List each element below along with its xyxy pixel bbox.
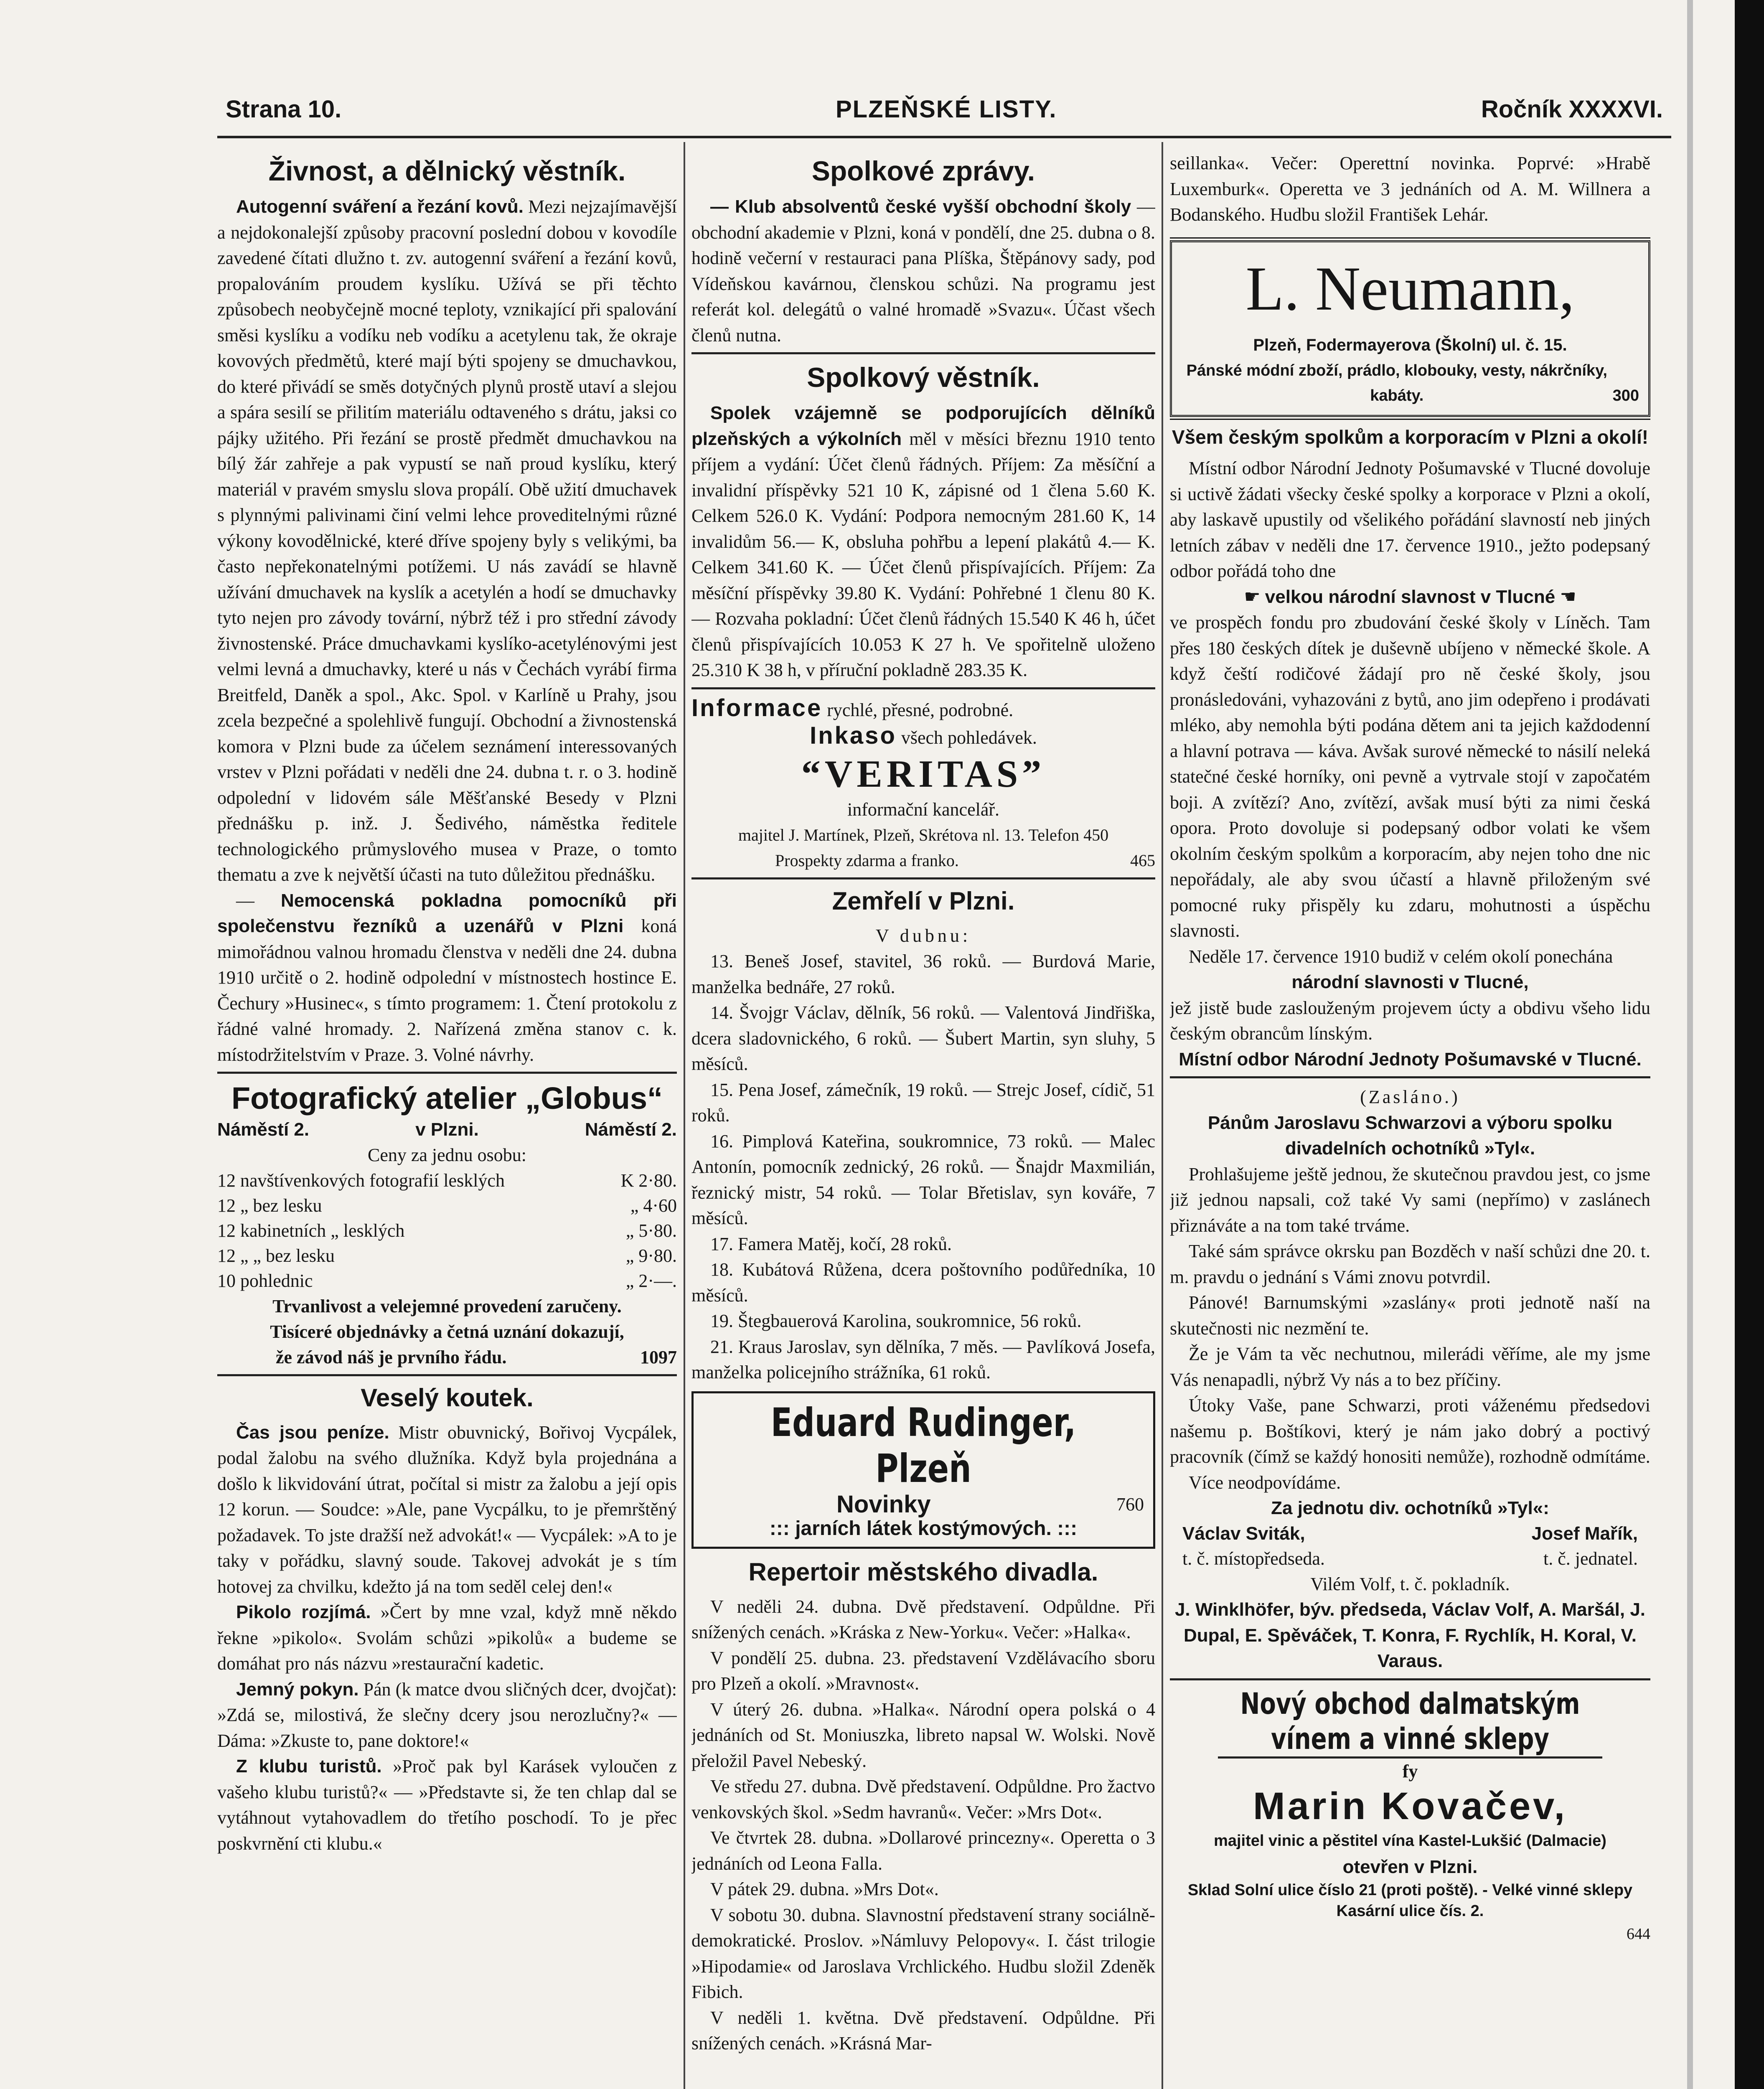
price-row xyxy=(217,1193,677,1218)
address-right: Náměstí 2. xyxy=(585,1119,677,1140)
appeal-text: Místní odbor Národní Jednoty Pošumavské v Tlucné dovoluje si uctivě žádati všecky české spolky a korporace v Plzni a okolí, aby laskavě upustily od všelikého pořádání slavností neb jiných letních zábav v neděli dne 17. července 1910., ježto podepsaný odbor pořádá toho dne xyxy=(1170,458,1650,581)
pointing-hand-icon: ☛ xyxy=(1244,586,1261,607)
schwarz-text: Útoky Vaše, pane Schwarzi, proti váženému předsedovi našemu p. Boštíkovi, který je nám jako dobrý a poctivý pracovník (čímž se každý honositi nemůže), rozhodně odmítáme. xyxy=(1170,1395,1650,1467)
ad-globus-line3: že závod náš je prvního řádu. xyxy=(276,1347,507,1367)
price-item: 12 kabinetních „ lesklých xyxy=(217,1220,405,1241)
ad-veritas-line1 xyxy=(691,695,1155,723)
divider xyxy=(1170,1678,1650,1680)
ad-rudinger-row xyxy=(703,1492,1144,1517)
ad-globus-line3-row xyxy=(217,1345,677,1370)
ad-number: 760 xyxy=(1116,1494,1144,1515)
ad-neumann xyxy=(1170,240,1650,417)
repertoir-item: V pondělí 25. dubna. 23. představení Vzdělávacího sboru pro Plzeň a okolí. »Mravnost«. xyxy=(691,1647,1155,1694)
price-value: „ 9·80. xyxy=(625,1245,677,1266)
ad-rudinger-line3: ::: jarních látek kostýmových. ::: xyxy=(769,1517,1078,1540)
signature-name: Václav Sviták, xyxy=(1182,1523,1305,1544)
ad-globus-title: Fotografický atelier „Globus“ xyxy=(231,1081,663,1116)
repertoir-item: V neděli 1. května. Dvě představení. Odpůldne. Při snížených cenách. »Krásná Mar- xyxy=(691,2007,1155,2053)
appeal-text: ve prospěch fondu pro zbudování české školy v Líněch. Tam přes 180 českých dítek je duševně ubíjeno v německé škole. A když čeští rodičové žádají pro ně české školy, jsou pronásledováni, vyhazováni z bytů, ano jim odepřeno i prodávati mléko, aby nemohla býti podána dětem ani ta jejich každodenní a hlavní potrava — káva. Avšak surové německé to násilí neleká statečné české horníky, oni pevně a vytrvale stojí v započatém boji. A zvítězí? Ano, zvítězí, avšak musí býti za nimi česká opora. Proto dovoluje si podepsaný odbor volati ke všem okolním českým spolkům a korporacím, aby nejen toho dne nic nepořádaly, ale aby svou účastí a hlavně přiloženým své pomocné ruky přispěly ku zdaru, mohutnosti a úspěchu slavnosti. xyxy=(1170,612,1650,941)
appeal-text: jež jistě bude zaslouženým projevem úcty a obdivu všeho lidu českým obrancům línským. xyxy=(1170,997,1650,1044)
ad-veritas-line5: Prospekty zdarma a franko. xyxy=(775,851,959,870)
ad-neumann-row xyxy=(1181,358,1639,408)
address-center: v Plzni. xyxy=(415,1119,479,1140)
signature-role: t. č. jednatel. xyxy=(1543,1548,1638,1569)
article-lead: Spolek vzájemně se podporujících dělníků plzeňských a výkolních xyxy=(691,403,1155,449)
volume-number: Ročník XXXXVI. xyxy=(1481,96,1663,123)
signature-name: Josef Mařík, xyxy=(1531,1523,1638,1544)
prices-title: Ceny za jednu osobu: xyxy=(367,1145,527,1165)
ad-number: 1097 xyxy=(640,1347,677,1367)
death-notice: 21. Kraus Jaroslav, syn dělníka, 7 měs. — Pavlíková Josefa, manželka policejního strážníka, 61 roků. xyxy=(691,1336,1155,1383)
signature-pokladnik: Vilém Volf, t. č. pokladník. xyxy=(1310,1573,1510,1594)
schwarz-text: Také sám správce okrsku pan Bozděch v naší schůzi dne 20. t. m. pravdu o jednání s Vámi znovu potvrdil. xyxy=(1170,1241,1650,1287)
price-item: 12 „ „ bez lesku xyxy=(217,1245,335,1266)
joke-text: »Proč pak byl Karásek vyloučen z vašeho klubu turistů?« — »Představte si, že ten chlap dal se vytáhnout vytahovadlem do třetího poschodí. To je přec poskvrnění cti klubu.« xyxy=(217,1756,677,1854)
ad-kovacev xyxy=(1170,1686,1650,1947)
article-text: — obchodní akademie v Plzni, koná v pondělí, dne 25. dubna o 8. hodině večerní v restauraci pana Plíška, Štěpánovy sady, pod Vídeňskou kavárnou, členskou schůzi. Na programu jest referát kol. delegátů o valné hromadě »Svazu«. Účast všech členů nutna. xyxy=(691,196,1155,346)
ad-globus xyxy=(217,1080,677,1370)
appeal-signature-text: Místní odbor Národní Jednoty Pošumavské v Tlucné. xyxy=(1179,1049,1642,1070)
scan-edge xyxy=(1735,0,1764,2089)
price-row xyxy=(217,1168,677,1193)
ad-veritas-line4: majitel J. Martínek, Plzeň, Skrétova nl. 13. Telefon 450 xyxy=(738,826,1109,844)
column-3 xyxy=(1170,150,1650,1947)
price-row xyxy=(217,1268,677,1294)
divider xyxy=(691,687,1155,689)
ad-kovacev-name: Marin Kovačev, xyxy=(1253,1785,1568,1827)
death-notice: 17. Famera Matěj, kočí, 28 roků. xyxy=(710,1233,952,1254)
price-row xyxy=(217,1218,677,1243)
section-title-spolkove: Spolkové zprávy. xyxy=(811,155,1035,186)
price-value: K 2·80. xyxy=(620,1170,677,1191)
signature-role: t. č. místopředseda. xyxy=(1182,1548,1325,1569)
repertoir-continued: seillanka«. Večer: Operettní novinka. Poprvé: »Hrabě Luxemburk«. Operetta ve 3 jednáních od A. M. Willnera a Bodanského. Hudbu složil František Lehár. xyxy=(1170,153,1650,225)
divider xyxy=(217,1374,677,1376)
joke xyxy=(217,1420,677,1600)
divider xyxy=(691,352,1155,354)
death-notice: 16. Pimplová Kateřina, soukromnice, 73 roků. — Malec Antonín, pomocník zednický, 26 roků. — Šnajdr Maxmilián, řeznický mistr, 54 roků. — Tolar Břetislav, syn kováře, 7 měsíců. xyxy=(691,1131,1155,1228)
newspaper-title: PLZEŇSKÉ LISTY. xyxy=(836,96,1057,123)
address-left: Náměstí 2. xyxy=(217,1119,310,1140)
death-notice: 18. Kubátová Růžena, dcera poštovního podůředníka, 10 měsíců. xyxy=(691,1259,1155,1306)
column-1 xyxy=(217,150,677,1856)
page-header xyxy=(226,95,1663,133)
price-item: 12 navštívenkových fotografií lesklých xyxy=(217,1170,505,1191)
appeal-title: Všem českým spolkům a korporacím v Plzni a okolí! xyxy=(1172,426,1649,448)
joke-text: Pán (k matce dvou sličných dcer, dvojčat): »Zdá se, milostivá, že slečny dcery jsou nerozlučny?« — Dáma: »Zkuste to, pane doktore!« xyxy=(217,1679,677,1751)
ad-rudinger-name: Eduard Rudinger, Plzeň xyxy=(770,1400,1076,1492)
appeal-slavnost-row xyxy=(1170,584,1650,610)
schwarz-text: Prohlašujeme ještě jednou, že skutečnou pravdou jest, co jsme již jednou napsali, což také Vy sami (nepřímo) v zaslánech přiznáváte a na tom také trváme. xyxy=(1170,1164,1650,1236)
scan-fold-line xyxy=(1687,0,1693,2089)
ad-neumann-address: Plzeň, Fodermayerova (Školní) ul. č. 15. xyxy=(1253,335,1567,354)
signature-row xyxy=(1170,1546,1650,1571)
section-title-zemreli: Zemřelí v Plzni. xyxy=(832,887,1015,915)
ad-neumann-name: L. Neumann, xyxy=(1245,254,1575,323)
repertoir-item: V pátek 29. dubna. »Mrs Dot«. xyxy=(710,1879,939,1899)
article-text: měl v měsíci březnu 1910 tento příjem a vydání: Účet členů řádných. Příjem: Za měsíční a invalidní příspěvky 521 10 K, zápisné od 1 člena 5.60 K. Celkem 526.0 K. Vydání: Podpora nemocným 281.60 K, 14 invalidům 56.— K, obsluha pohřbu a lepení plakátů 4.— K. Celkem 341.60 K. — Účet členů přispívajících. Příjem: Za měsíční příspěvky 39.80 K. Vydání: Pohřebné 1 členu 80 K. — Rozvaha pokladní: Účet členů řádných 15.540 K 46 h, účet členů přispívajících 10.053 K 27 h. Ve spořitelně uloženo 25.310 K 38 h, v příruční pokladně 283.35 K. xyxy=(691,428,1155,680)
joke xyxy=(217,1677,677,1754)
column-rule-1 xyxy=(684,142,685,2089)
ad-veritas-line3: informační kancelář. xyxy=(847,799,1000,820)
article-autogenni xyxy=(217,194,677,888)
divider xyxy=(217,1072,677,1074)
schwarz-for-text: Za jednotu div. ochotníků »Tyl«: xyxy=(1271,1498,1549,1518)
article-spolek xyxy=(691,400,1155,683)
ad-kovacev-line3: majitel vinic a pěstitel vína Kastel-Lukšić (Dalmacie) xyxy=(1214,1832,1606,1850)
article-nemocenska: — Nemocenská pokladna pomocníků při společenstvu řezníků a uzenářů v Plzni koná mimořádnou valnou hromadu členstva v neděli dne 24. dubna 1910 určitě o 2. hodině odpolední v místnostech hostince E. Čechury »Husinec«, s tímto programem: 1. Čtení protokolu z řádné valné hromady. 2. Nařízená změna stanov c. k. místodržitelstvím v Praze. 3. Volné návrhy. xyxy=(217,890,677,1065)
ad-veritas xyxy=(691,695,1155,873)
price-value: „ 5·80. xyxy=(625,1220,677,1241)
section-title-vestnik: Spolkový věstník. xyxy=(807,362,1040,393)
repertoir-item: V sobotu 30. dubna. Slavnostní představení strany sociálně-demokratické. Proslov. »Námluvy Pelopovy«. I. část trilogie »Hipodamie« od Jaroslava Vrchlického. Hudbu složil Zdeněk Fibich. xyxy=(691,1904,1155,2002)
zemreli-subtitle: V dubnu: xyxy=(875,925,971,946)
ad-globus-address xyxy=(217,1117,677,1142)
divider xyxy=(1170,1076,1650,1078)
zaslano-label: (Zasláno.) xyxy=(1360,1087,1460,1107)
column-rule-2 xyxy=(1162,142,1163,2089)
article-text: koná mimořádnou valnou hromadu členstva v neděli dne 24. dubna 1910 určitě o 2. hodině odpolední v místnostech hostince E. Čechury »Husinec«, s tímto programem: 1. Čtení protokolu z řádné valné hromady. 2. Nařízená změna stanov c. k. místodržitelstvím v Praze. 3. Volné návrhy. xyxy=(217,916,677,1065)
ad-neumann-goods: Pánské módní zboží, prádlo, klobouky, vesty, nákrčníky, kabáty. xyxy=(1186,362,1607,404)
schwarz-text: Více neodpovídáme. xyxy=(1189,1472,1341,1493)
ad-rudinger xyxy=(691,1391,1155,1549)
ad-globus-line2: Tisíceré objednávky a četná uznání dokazují, xyxy=(270,1322,624,1342)
ad-veritas-text: rychlé, přesné, podrobné. xyxy=(827,699,1014,720)
appeal-signature xyxy=(1170,1047,1650,1072)
divider xyxy=(691,877,1155,879)
ad-globus-line1: Trvanlivost a velejemné provedení zaručeny. xyxy=(272,1296,622,1316)
pointing-hand-icon: ☚ xyxy=(1560,586,1576,607)
joke-title: Jemný pokyn. xyxy=(236,1679,359,1700)
page-number: Strana 10. xyxy=(226,96,342,123)
article-title: Nemocenská pokladna pomocníků při společenstvu řezníků a uzenářů v Plzni xyxy=(217,890,677,936)
repertoir-item: Ve čtvrtek 28. dubna. »Dollarové princezny«. Operetta o 3 jednáních od Leona Falla. xyxy=(691,1827,1155,1874)
ad-veritas-inkaso: Inkaso xyxy=(810,722,897,749)
section-title-vesely: Veselý koutek. xyxy=(361,1383,534,1412)
death-notice: 19. Štegbauerová Karolina, soukromnice, 56 roků. xyxy=(710,1311,1082,1331)
ad-veritas-line5-row xyxy=(691,848,1155,873)
ad-veritas-line2 xyxy=(691,723,1155,751)
appeal-text: Neděle 17. července 1910 budiž v celém okolí ponechána xyxy=(1189,946,1613,967)
schwarz-for xyxy=(1170,1495,1650,1521)
price-row xyxy=(217,1243,677,1268)
column-2 xyxy=(691,150,1155,2056)
ad-veritas-name: “VERITAS” xyxy=(801,752,1046,795)
ad-number: 300 xyxy=(1612,387,1639,404)
joke-text: »Čert by mne vzal, když mně někdo řekne »pikolo«. Svolám schůzi »pikolů« a budeme se domáhat pro nás názvu »restaurační kadetic. xyxy=(217,1602,677,1674)
ad-number: 644 xyxy=(1627,1925,1650,1943)
ad-veritas-text: všech pohledávek. xyxy=(901,727,1037,748)
joke-text: Mistr obuvnický, Bořivoj Vycpálek, podal žalobu na svého dlužníka. Když byla projednána a došlo k likvidování útrat, počítal si mistr za žalobu a její opis 12 korun. — Soudce: »Ale, pane Vycpálku, to je přemrštěný požadavek. To jste dražší než advokát!« — Vycpálek: »A to je taky v pořádku, slavný soude. Takovej advokát je s tím hotovej za chvilku, kdežto já na tom seděl celej den!« xyxy=(217,1422,677,1597)
ad-veritas-informace: Informace xyxy=(691,694,823,722)
article-klub xyxy=(691,194,1155,348)
price-item: 12 „ bez lesku xyxy=(217,1195,322,1216)
ad-kovacev-line1: Nový obchod dalmatským vínem a vinné sklepy xyxy=(1218,1686,1602,1759)
death-notice: 14. Švojgr Václav, dělník, 56 roků. — Valentová Jindřiška, dcera sladovnického, 6 roků. — Šubert Martin, syn sluhy, 5 měsíců. xyxy=(691,1002,1155,1074)
section-title-repertoir: Repertoir městského divadla. xyxy=(748,1558,1098,1586)
signature-row xyxy=(1170,1521,1650,1546)
repertoir-item: V úterý 26. dubna. »Halka«. Národní opera polská o 4 jednáních od St. Moniuszka, libreto napsal W. Wolski. Nově přeložil Pavel Nebeský. xyxy=(691,1699,1155,1771)
price-item: 10 pohlednic xyxy=(217,1270,313,1291)
price-value: „ 2·—. xyxy=(625,1270,677,1291)
joke xyxy=(217,1754,677,1856)
schwarz-text: Že je Vám ta věc nechutnou, milerádi věříme, ale my jsme Vás nenapadli, nýbrž Vy nás a to bez příčiny. xyxy=(1170,1344,1650,1390)
joke xyxy=(217,1599,677,1677)
ad-kovacev-line5: Sklad Solní ulice číslo 21 (proti poště). - Velké vinné sklepy Kasární ulice čís. 2. xyxy=(1187,1881,1633,1920)
schwarz-text: Pánové! Barnumskými »zaslány« proti jednotě naší na skutečnosti nic nezmění te. xyxy=(1170,1292,1650,1339)
schwarz-title xyxy=(1170,1110,1650,1161)
appeal-slavnost2 xyxy=(1170,969,1650,995)
article-title: Autogenní sváření a řezání kovů. xyxy=(236,196,524,217)
price-value: „ 4·60 xyxy=(630,1195,677,1216)
joke-title: Pikolo rozjímá. xyxy=(236,1602,371,1622)
article-lead: — Klub absolventů české vyšší obchodní školy xyxy=(710,196,1131,217)
ad-number: 465 xyxy=(1130,851,1155,870)
ad-kovacev-line4: otevřen v Plzni. xyxy=(1342,1856,1478,1877)
members-list: J. Winklhöfer, býv. předseda, Václav Volf, A. Maršál, J. Dupal, E. Spěváček, T. Konra, F. Rychlík, H. Koral, V. Varaus. xyxy=(1174,1599,1646,1671)
repertoir-item: Ve středu 27. dubna. Dvě představení. Odpůldne. Pro žactvo venkovských škol. »Sedm havranů«. Večer: »Mrs Dot«. xyxy=(691,1776,1155,1822)
repertoir-item: V neděli 24. dubna. Dvě představení. Odpůldne. Při snížených cenách. »Kráska z New-Yorku«. Večer: »Halka«. xyxy=(691,1596,1155,1642)
appeal-slavnost2-text: národní slavnosti v Tlucné, xyxy=(1291,972,1529,992)
death-notice: 15. Pena Josef, zámečník, 19 roků. — Strejc Josef, cídič, 51 roků. xyxy=(691,1079,1155,1126)
article-text: Mezi nejzajímavější a nejdokonalejší způsoby pracovní poslední dobou v kovodíle zavedené čítati dlužno t. zv. autogenní sváření a řezání kovů, propalováním proudem kyslíku. Užívá se při těchto způsobech neobyčejně mocné teploty, vznikající při spalování směsi kyslíku a vodíku neb vodíku a acetylenu tak, že okraje kovových předmětů, které mají býti spojeny se dmuchavkou, do které přivádí se směs dotyčných plynů prostě utaví a slejou a spára sesilí se přilitím materiálu odtaveného s drátu, jaksi co pájky užitého. Při řezání se prostě předmět dmuchavkou na bílý žár zahřeje a pak vypustí se naň proud kyslíku, který materiál v pravém smyslu slova propálí. Obě užití dmuchavek s plynnými palivinami činí velmi lehce proveditelnými různé výkony kovodělnické, které dříve spojeny byly s velikými, ba často nepřekonatelnými potížemi. U nás zavádí se hlavně užívání dmuchavek na kyslík a acetylén a hodí se dmuchavky tyto nejen pro závody tovární, nýbrž též i pro střední závody živnostenské. Práce dmuchavkami kyslíko-acetylénovými jest velmi levná a dmuchavky, které u nás v Čechách vyrábí firma Breitfeld, Daněk a spol., Akc. Spol. v Karlíně u Prahy, jsou zcela bezpečné a spolehlivě fungují. Obchodní a živnostenská komora v Plzni bude za účelem seznámení interessovaných vrstev v Plzni pořádati v neděli dne 24. dubna t. r. o 3. hodině odpolední v lidovém sále Měšťanské Besedy v Plzni přednášku p. inž. J. Šedivého, náměstka ředitele technologického průmyslového musea v Praze, o tomto thematu a zve k největší účasti na tuto důležitou přednášku. xyxy=(217,196,677,885)
schwarz-title-text: Pánům Jaroslavu Schwarzovi a výboru spolku divadelních ochotníků »Tyl«. xyxy=(1207,1112,1613,1159)
appeal-slavnost: velkou národní slavnost v Tlucné xyxy=(1265,586,1556,607)
section-title-zivnost: Živnost, a dělnický věstník. xyxy=(268,155,626,186)
header-rule xyxy=(217,136,1671,138)
death-notice: 13. Beneš Josef, stavitel, 36 roků. — Burdová Marie, manželka bednáře, 27 roků. xyxy=(691,951,1155,997)
ad-rudinger-novinky: Novinky xyxy=(836,1490,931,1518)
joke-title: Z klubu turistů. xyxy=(236,1756,382,1776)
joke-title: Čas jsou peníze. xyxy=(236,1422,389,1443)
ad-kovacev-fy: fy xyxy=(1402,1761,1418,1781)
